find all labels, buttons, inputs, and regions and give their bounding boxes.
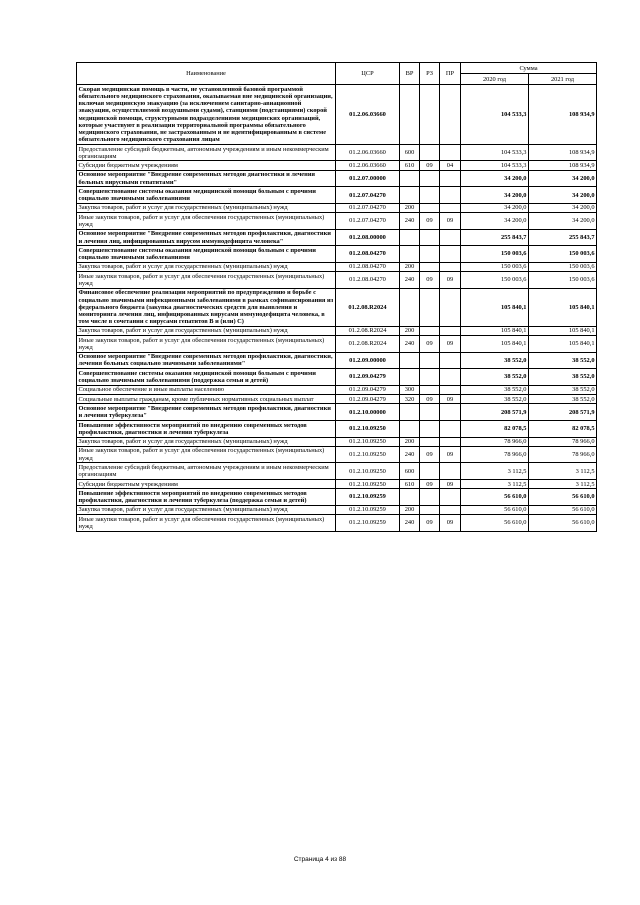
cell-sum-2021: 105 840,1 [529, 326, 597, 335]
cell-sum-2021: 38 552,0 [529, 369, 597, 386]
cell-vr [400, 246, 420, 263]
cell-name: Закупка товаров, работ и услуг для государственных (муниципальных) нужд [77, 326, 336, 335]
cell-pr [440, 489, 461, 506]
cell-pr [440, 187, 461, 204]
cell-csr: 01.2.07.00000 [336, 170, 400, 187]
table-row [77, 404, 597, 421]
cell-sum-2021: 38 552,0 [529, 395, 597, 404]
cell-pr [440, 262, 461, 271]
cell-sum-2020: 56 610,0 [461, 505, 529, 514]
table-row [77, 463, 597, 480]
cell-rz [420, 144, 440, 161]
cell-name: Иные закупки товаров, работ и услуг для обеспечения государственных (муниципальных) нужд [77, 213, 336, 230]
cell-sum-2021: 108 934,9 [529, 144, 597, 161]
cell-vr [400, 85, 420, 145]
table-row [77, 352, 597, 369]
cell-name: Иные закупки товаров, работ и услуг для обеспечения государственных (муниципальных) нужд [77, 446, 336, 463]
cell-rz [420, 85, 440, 145]
cell-name: Основное мероприятие "Внедрение современных методов профилактики, диагностики, лечения больных социально значимыми заболеваниями" [77, 352, 336, 369]
cell-pr: 09 [440, 395, 461, 404]
cell-name: Основное мероприятие "Внедрение современных методов диагностики и лечения больных вирусными гепатитами" [77, 170, 336, 187]
cell-rz [420, 326, 440, 335]
table-row [77, 489, 597, 506]
cell-name: Скорая медицинская помощь в части, не установленной базовой программой обязательного медицинского страхования, оказываемая вне медицинской организации, включая медицинскую эвакуацию (за исключением санитарно-авиационной эвакуации, осуществляемой воздушными судами), станциями (подстанциями) скорой медицинской помощи, структурными подразделениями медицинских организаций, которые участвуют в реализации территориальной программы обязательного медицинского страхования, не застрахованным и не идентифицированным в системе обязательного медицинского страхования лицам [77, 85, 336, 145]
cell-rz [420, 262, 440, 271]
cell-sum-2020: 38 552,0 [461, 395, 529, 404]
cell-vr: 610 [400, 161, 420, 170]
cell-vr: 320 [400, 395, 420, 404]
cell-sum-2020: 104 533,3 [461, 161, 529, 170]
cell-name: Финансовое обеспечение реализации мероприятий по предупреждению и борьбе с социально значимыми инфекционными заболеваниями в рамках софинансирования из федерального бюджета (закупка диагностических средств для выявления и мониторинга лечения лиц, инфицированных вирусами иммунодефицита человека, в том числе в сочетании с вирусами гепатитов В и (или) С) [77, 288, 336, 326]
cell-rz [420, 229, 440, 246]
cell-vr: 610 [400, 479, 420, 488]
cell-sum-2021: 34 200,0 [529, 170, 597, 187]
cell-rz: 09 [420, 213, 440, 230]
cell-rz [420, 246, 440, 263]
cell-sum-2020: 104 533,3 [461, 85, 529, 145]
table-body [77, 85, 597, 531]
cell-name: Повышение эффективности мероприятий по внедрению современных методов профилактики, диагностики и лечения туберкулеза [77, 420, 336, 437]
cell-rz [420, 437, 440, 446]
cell-sum-2021: 150 003,6 [529, 272, 597, 289]
header-rz: РЗ [420, 63, 440, 85]
cell-name: Субсидии бюджетным учреждениям [77, 161, 336, 170]
cell-name: Повышение эффективности мероприятий по внедрению современных методов профилактики, диагностики и лечения туберкулеза (поддержка семьи и детей) [77, 489, 336, 506]
cell-sum-2020: 150 003,6 [461, 272, 529, 289]
header-vr: ВР [400, 63, 420, 85]
header-sum: Сумма [461, 63, 597, 74]
cell-sum-2021: 78 966,0 [529, 446, 597, 463]
cell-vr [400, 404, 420, 421]
cell-pr [440, 505, 461, 514]
cell-pr [440, 326, 461, 335]
cell-vr: 240 [400, 446, 420, 463]
cell-vr: 240 [400, 213, 420, 230]
table-row [77, 369, 597, 386]
cell-sum-2021: 82 078,5 [529, 420, 597, 437]
table-row [77, 85, 597, 145]
cell-vr: 240 [400, 272, 420, 289]
budget-table [76, 62, 597, 532]
page-footer: Страница 4 из 88 [293, 856, 347, 863]
cell-name: Социальное обеспечение и иные выплаты населению [77, 385, 336, 394]
cell-name: Совершенствование системы оказания медицинской помощи больным с прочими социально значимыми заболеваниями [77, 246, 336, 263]
cell-pr [440, 246, 461, 263]
cell-csr: 01.2.10.09259 [336, 505, 400, 514]
cell-vr: 200 [400, 437, 420, 446]
cell-sum-2021: 38 552,0 [529, 352, 597, 369]
cell-name: Социальные выплаты гражданам, кроме публичных нормативных социальных выплат [77, 395, 336, 404]
cell-sum-2020: 78 966,0 [461, 446, 529, 463]
cell-sum-2020: 105 840,1 [461, 288, 529, 326]
table-row [77, 420, 597, 437]
cell-sum-2021: 3 112,5 [529, 479, 597, 488]
cell-csr: 01.2.09.00000 [336, 352, 400, 369]
table-row [77, 479, 597, 488]
cell-name: Совершенствование системы оказания медицинской помощи больным с прочими социально значимыми заболеваниями [77, 187, 336, 204]
cell-csr: 01.2.08.00000 [336, 229, 400, 246]
cell-vr: 200 [400, 505, 420, 514]
cell-csr: 01.2.10.09250 [336, 420, 400, 437]
table-row [77, 170, 597, 187]
cell-sum-2021: 208 571,9 [529, 404, 597, 421]
cell-rz: 09 [420, 161, 440, 170]
cell-rz: 09 [420, 336, 440, 353]
cell-name: Иные закупки товаров, работ и услуг для обеспечения государственных (муниципальных) нужд [77, 272, 336, 289]
cell-csr: 01.2.09.04279 [336, 385, 400, 394]
cell-vr [400, 288, 420, 326]
cell-csr: 01.2.10.09250 [336, 437, 400, 446]
cell-sum-2021: 108 934,9 [529, 161, 597, 170]
cell-rz [420, 505, 440, 514]
cell-pr [440, 420, 461, 437]
table-row [77, 326, 597, 335]
cell-csr: 01.2.08.R2024 [336, 326, 400, 335]
table-row [77, 446, 597, 463]
cell-csr: 01.2.10.09259 [336, 515, 400, 532]
table-row [77, 385, 597, 394]
cell-sum-2020: 34 200,0 [461, 213, 529, 230]
table-row [77, 515, 597, 532]
table-row [77, 187, 597, 204]
cell-rz [420, 404, 440, 421]
cell-sum-2021: 108 934,9 [529, 85, 597, 145]
table-row [77, 161, 597, 170]
cell-csr: 01.2.07.04270 [336, 187, 400, 204]
cell-csr: 01.2.09.04279 [336, 395, 400, 404]
cell-sum-2020: 34 200,0 [461, 203, 529, 212]
cell-pr: 09 [440, 272, 461, 289]
cell-pr: 09 [440, 213, 461, 230]
cell-vr [400, 170, 420, 187]
cell-name: Закупка товаров, работ и услуг для государственных (муниципальных) нужд [77, 262, 336, 271]
cell-vr [400, 352, 420, 369]
cell-rz: 09 [420, 395, 440, 404]
cell-sum-2021: 34 200,0 [529, 187, 597, 204]
cell-vr [400, 489, 420, 506]
cell-pr [440, 85, 461, 145]
cell-csr: 01.2.10.09250 [336, 463, 400, 480]
cell-rz: 09 [420, 515, 440, 532]
cell-csr: 01.2.07.04270 [336, 213, 400, 230]
cell-name: Предоставление субсидий бюджетным, автономным учреждениям и иным некоммерческим организациям [77, 144, 336, 161]
cell-pr [440, 288, 461, 326]
table-row [77, 144, 597, 161]
cell-name: Основное мероприятие "Внедрение современных методов профилактики, диагностики и лечения лиц, инфицированных вирусом иммунодефицита человека" [77, 229, 336, 246]
cell-sum-2020: 56 610,0 [461, 515, 529, 532]
cell-pr [440, 229, 461, 246]
cell-rz [420, 489, 440, 506]
cell-pr [440, 437, 461, 446]
cell-sum-2021: 56 610,0 [529, 505, 597, 514]
table-row [77, 246, 597, 263]
table-row [77, 203, 597, 212]
cell-sum-2021: 150 003,6 [529, 246, 597, 263]
cell-pr: 04 [440, 161, 461, 170]
cell-sum-2021: 255 843,7 [529, 229, 597, 246]
cell-rz [420, 463, 440, 480]
table-row [77, 336, 597, 353]
cell-vr: 600 [400, 463, 420, 480]
cell-sum-2021: 3 112,5 [529, 463, 597, 480]
table-row [77, 288, 597, 326]
header-year-2020: 2020 год [461, 74, 529, 85]
cell-name: Закупка товаров, работ и услуг для государственных (муниципальных) нужд [77, 505, 336, 514]
cell-name: Закупка товаров, работ и услуг для государственных (муниципальных) нужд [77, 437, 336, 446]
cell-pr [440, 144, 461, 161]
cell-rz: 09 [420, 479, 440, 488]
cell-vr [400, 420, 420, 437]
cell-pr [440, 352, 461, 369]
cell-pr [440, 385, 461, 394]
cell-name: Закупка товаров, работ и услуг для государственных (муниципальных) нужд [77, 203, 336, 212]
cell-sum-2021: 56 610,0 [529, 515, 597, 532]
cell-sum-2020: 78 966,0 [461, 437, 529, 446]
cell-rz: 09 [420, 272, 440, 289]
cell-csr: 01.2.08.04270 [336, 272, 400, 289]
cell-csr: 01.2.06.03660 [336, 85, 400, 145]
cell-pr: 09 [440, 336, 461, 353]
cell-csr: 01.2.08.04270 [336, 262, 400, 271]
cell-rz [420, 352, 440, 369]
table-row [77, 229, 597, 246]
cell-rz [420, 420, 440, 437]
cell-sum-2020: 3 112,5 [461, 479, 529, 488]
cell-sum-2020: 105 840,1 [461, 326, 529, 335]
header-year-2021: 2021 год [529, 74, 597, 85]
header-name: Наименование [77, 63, 336, 85]
cell-name: Основное мероприятие "Внедрение современных методов профилактики, диагностики и лечения туберкулеза" [77, 404, 336, 421]
cell-pr: 09 [440, 446, 461, 463]
table-row [77, 262, 597, 271]
table-row [77, 505, 597, 514]
table-header [77, 63, 597, 85]
cell-sum-2020: 34 200,0 [461, 187, 529, 204]
cell-sum-2021: 34 200,0 [529, 213, 597, 230]
table-row [77, 437, 597, 446]
cell-name: Совершенствование системы оказания медицинской помощи больным с прочими социально значимыми заболеваниями (поддержка семьи и детей) [77, 369, 336, 386]
cell-sum-2020: 56 610,0 [461, 489, 529, 506]
cell-name: Иные закупки товаров, работ и услуг для обеспечения государственных (муниципальных) нужд [77, 515, 336, 532]
cell-sum-2020: 150 003,6 [461, 262, 529, 271]
cell-vr [400, 229, 420, 246]
cell-sum-2020: 105 840,1 [461, 336, 529, 353]
cell-vr: 200 [400, 203, 420, 212]
cell-rz [420, 288, 440, 326]
table-row [77, 395, 597, 404]
cell-sum-2020: 208 571,9 [461, 404, 529, 421]
cell-csr: 01.2.08.R2024 [336, 336, 400, 353]
cell-vr [400, 369, 420, 386]
cell-pr [440, 170, 461, 187]
table-row [77, 213, 597, 230]
cell-csr: 01.2.06.03660 [336, 144, 400, 161]
cell-sum-2021: 56 610,0 [529, 489, 597, 506]
cell-csr: 01.2.10.09259 [336, 489, 400, 506]
cell-vr [400, 187, 420, 204]
cell-pr [440, 404, 461, 421]
cell-sum-2020: 150 003,6 [461, 246, 529, 263]
cell-sum-2020: 104 533,3 [461, 144, 529, 161]
cell-sum-2020: 38 552,0 [461, 352, 529, 369]
cell-rz [420, 170, 440, 187]
cell-vr: 240 [400, 515, 420, 532]
cell-vr: 600 [400, 144, 420, 161]
cell-sum-2021: 105 840,1 [529, 336, 597, 353]
cell-pr [440, 369, 461, 386]
cell-sum-2021: 78 966,0 [529, 437, 597, 446]
cell-csr: 01.2.07.04270 [336, 203, 400, 212]
cell-pr [440, 463, 461, 480]
cell-rz [420, 187, 440, 204]
header-pr: ПР [440, 63, 461, 85]
cell-vr: 200 [400, 326, 420, 335]
cell-csr: 01.2.06.03660 [336, 161, 400, 170]
cell-csr: 01.2.08.04270 [336, 246, 400, 263]
cell-rz [420, 385, 440, 394]
cell-csr: 01.2.08.R2024 [336, 288, 400, 326]
table-row [77, 272, 597, 289]
cell-vr: 300 [400, 385, 420, 394]
cell-vr: 200 [400, 262, 420, 271]
cell-csr: 01.2.10.09250 [336, 479, 400, 488]
cell-csr: 01.2.09.04279 [336, 369, 400, 386]
cell-sum-2021: 38 552,0 [529, 385, 597, 394]
cell-vr: 240 [400, 336, 420, 353]
cell-sum-2020: 3 112,5 [461, 463, 529, 480]
cell-sum-2020: 255 843,7 [461, 229, 529, 246]
cell-sum-2020: 82 078,5 [461, 420, 529, 437]
cell-sum-2021: 150 003,6 [529, 262, 597, 271]
cell-pr [440, 203, 461, 212]
cell-sum-2020: 38 552,0 [461, 385, 529, 394]
cell-name: Предоставление субсидий бюджетным, автономным учреждениям и иным некоммерческим организациям [77, 463, 336, 480]
cell-pr: 09 [440, 479, 461, 488]
cell-rz [420, 203, 440, 212]
cell-pr: 09 [440, 515, 461, 532]
cell-csr: 01.2.10.00000 [336, 404, 400, 421]
cell-sum-2020: 38 552,0 [461, 369, 529, 386]
cell-sum-2020: 34 200,0 [461, 170, 529, 187]
cell-name: Субсидии бюджетным учреждениям [77, 479, 336, 488]
cell-csr: 01.2.10.09250 [336, 446, 400, 463]
cell-rz [420, 369, 440, 386]
cell-sum-2021: 105 840,1 [529, 288, 597, 326]
cell-name: Иные закупки товаров, работ и услуг для обеспечения государственных (муниципальных) нужд [77, 336, 336, 353]
cell-rz: 09 [420, 446, 440, 463]
header-csr: ЦСР [336, 63, 400, 85]
cell-sum-2021: 34 200,0 [529, 203, 597, 212]
